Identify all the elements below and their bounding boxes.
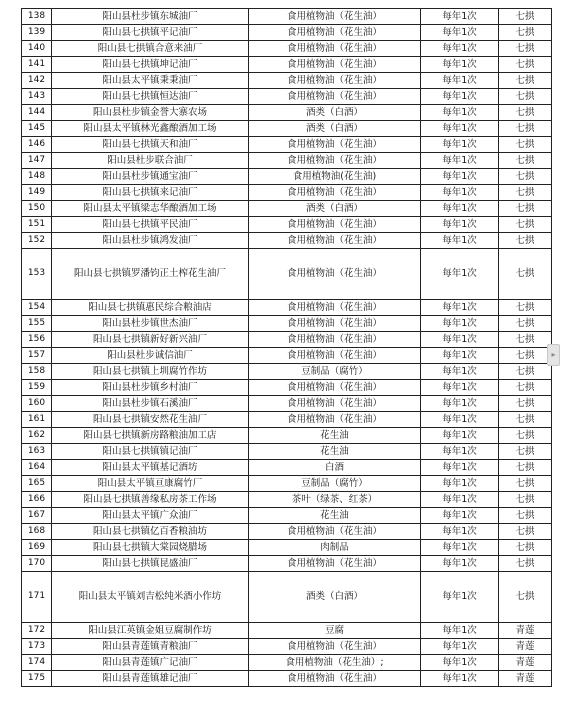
unit-name: 阳山县七拱镇坤记油厂 [52, 57, 249, 73]
table-row [22, 412, 552, 428]
inspection-frequency: 每年1次 [421, 671, 499, 687]
inspection-frequency: 每年1次 [421, 364, 499, 380]
table-row [22, 9, 552, 25]
unit-name: 阳山县七拱镇惠民综合粮油店 [52, 300, 249, 316]
row-number: 156 [22, 332, 52, 348]
row-number: 153 [22, 249, 52, 300]
inspection-frequency: 每年1次 [421, 623, 499, 639]
table-row [22, 25, 552, 41]
table-row [22, 540, 552, 556]
unit-name: 阳山县七拱镇合意来油厂 [52, 41, 249, 57]
table-row [22, 380, 552, 396]
unit-name: 阳山县杜步镇东城油厂 [52, 9, 249, 25]
town-name: 七拱 [499, 217, 552, 233]
inspection-frequency: 每年1次 [421, 508, 499, 524]
product-category: 食用植物油（花生油） [249, 671, 421, 687]
unit-name: 阳山县杜步诚信油厂 [52, 348, 249, 364]
unit-name: 阳山县七拱镇上圳腐竹作坊 [52, 364, 249, 380]
product-category: 食用植物油（花生油） [249, 137, 421, 153]
inspection-frequency: 每年1次 [421, 57, 499, 73]
row-number: 162 [22, 428, 52, 444]
row-number: 155 [22, 316, 52, 332]
town-name: 七拱 [499, 508, 552, 524]
table-row [22, 572, 552, 623]
product-category: 食用植物油（花生油） [249, 89, 421, 105]
product-category: 食用植物油（花生油） [249, 25, 421, 41]
table-row [22, 233, 552, 249]
unit-name: 阳山县杜步镇通宝油厂 [52, 169, 249, 185]
town-name: 七拱 [499, 153, 552, 169]
town-name: 七拱 [499, 540, 552, 556]
table-row [22, 89, 552, 105]
table-row [22, 655, 552, 671]
product-category: 食用植物油（花生油） [249, 249, 421, 300]
product-category: 食用植物油（花生油） [249, 9, 421, 25]
product-category: 食用植物油（花生油） [249, 412, 421, 428]
row-number: 149 [22, 185, 52, 201]
inspection-frequency: 每年1次 [421, 639, 499, 655]
unit-name: 阳山县杜步联合油厂 [52, 153, 249, 169]
inspection-frequency: 每年1次 [421, 444, 499, 460]
table-row [22, 364, 552, 380]
town-name: 七拱 [499, 105, 552, 121]
unit-name: 阳山县杜步镇金誉大寨农场 [52, 105, 249, 121]
unit-name: 阳山县太平镇梁志华酿酒加工场 [52, 201, 249, 217]
unit-name: 阳山县太平镇林光鑫酿酒加工场 [52, 121, 249, 137]
row-number: 175 [22, 671, 52, 687]
row-number: 160 [22, 396, 52, 412]
row-number: 147 [22, 153, 52, 169]
inspection-frequency: 每年1次 [421, 332, 499, 348]
table-row [22, 460, 552, 476]
product-category: 肉制品 [249, 540, 421, 556]
product-category: 食用植物油（花生油） [249, 153, 421, 169]
product-category: 食用植物油（花生油） [249, 639, 421, 655]
unit-name: 阳山县杜步镇石溪油厂 [52, 396, 249, 412]
unit-name: 阳山县青莲镇雄记油厂 [52, 671, 249, 687]
table-row [22, 524, 552, 540]
row-number: 167 [22, 508, 52, 524]
town-name: 七拱 [499, 73, 552, 89]
unit-name: 阳山县青莲镇青粮油厂 [52, 639, 249, 655]
table-row [22, 300, 552, 316]
inspection-frequency: 每年1次 [421, 316, 499, 332]
row-number: 151 [22, 217, 52, 233]
table-row [22, 121, 552, 137]
table-row [22, 639, 552, 655]
town-name: 青莲 [499, 623, 552, 639]
row-number: 165 [22, 476, 52, 492]
product-category: 食用植物油（花生油）; [249, 655, 421, 671]
product-category: 食用植物油（花生油） [249, 73, 421, 89]
inspection-frequency: 每年1次 [421, 233, 499, 249]
product-category: 食用植物油(花生油) [249, 169, 421, 185]
inspection-frequency: 每年1次 [421, 300, 499, 316]
unit-name: 阳山县七拱镇新好新兴油厂 [52, 332, 249, 348]
town-name: 七拱 [499, 332, 552, 348]
row-number: 144 [22, 105, 52, 121]
product-category: 食用植物油（花生油） [249, 41, 421, 57]
inspection-frequency: 每年1次 [421, 25, 499, 41]
inspection-frequency: 每年1次 [421, 9, 499, 25]
product-category: 食用植物油（花生油） [249, 185, 421, 201]
inspection-frequency: 每年1次 [421, 396, 499, 412]
table-row [22, 185, 552, 201]
town-name: 七拱 [499, 396, 552, 412]
row-number: 157 [22, 348, 52, 364]
unit-name: 阳山县七拱镇恒达油厂 [52, 89, 249, 105]
town-name: 七拱 [499, 556, 552, 572]
inspection-frequency: 每年1次 [421, 169, 499, 185]
product-category: 酒类（白酒） [249, 105, 421, 121]
unit-name: 阳山县太平镇广众油厂 [52, 508, 249, 524]
inspection-frequency: 每年1次 [421, 524, 499, 540]
product-category: 食用植物油（花生油） [249, 348, 421, 364]
product-category: 食用植物油（花生油） [249, 57, 421, 73]
row-number: 158 [22, 364, 52, 380]
row-number: 143 [22, 89, 52, 105]
unit-name: 阳山县七拱镇平记油厂 [52, 25, 249, 41]
product-category: 豆制品（腐竹） [249, 364, 421, 380]
product-category: 豆腐 [249, 623, 421, 639]
table-row [22, 217, 552, 233]
row-number: 169 [22, 540, 52, 556]
unit-name: 阳山县七拱镇昆盛油厂 [52, 556, 249, 572]
inspection-frequency: 每年1次 [421, 73, 499, 89]
town-name: 七拱 [499, 201, 552, 217]
row-number: 163 [22, 444, 52, 460]
unit-name: 阳山县七拱镇平民油厂 [52, 217, 249, 233]
inspection-frequency: 每年1次 [421, 380, 499, 396]
row-number: 171 [22, 572, 52, 623]
product-category: 食用植物油（花生油） [249, 396, 421, 412]
product-category: 花生油 [249, 508, 421, 524]
row-number: 164 [22, 460, 52, 476]
town-name: 青莲 [499, 655, 552, 671]
row-number: 148 [22, 169, 52, 185]
product-category: 食用植物油（花生油） [249, 300, 421, 316]
unit-name: 阳山县七拱镇来记油厂 [52, 185, 249, 201]
town-name: 七拱 [499, 572, 552, 623]
inspection-frequency: 每年1次 [421, 540, 499, 556]
row-number: 145 [22, 121, 52, 137]
table-row [22, 476, 552, 492]
town-name: 七拱 [499, 137, 552, 153]
row-number: 161 [22, 412, 52, 428]
inspection-frequency: 每年1次 [421, 556, 499, 572]
row-number: 159 [22, 380, 52, 396]
table-row [22, 153, 552, 169]
town-name: 七拱 [499, 380, 552, 396]
inspection-frequency: 每年1次 [421, 249, 499, 300]
town-name: 七拱 [499, 412, 552, 428]
inspection-frequency: 每年1次 [421, 476, 499, 492]
unit-name: 阳山县七拱镇大棠园烧腊场 [52, 540, 249, 556]
unit-name: 阳山县太平镇基记酒坊 [52, 460, 249, 476]
product-category: 食用植物油（花生油） [249, 380, 421, 396]
town-name: 青莲 [499, 639, 552, 655]
town-name: 七拱 [499, 364, 552, 380]
row-number: 139 [22, 25, 52, 41]
inspection-frequency: 每年1次 [421, 492, 499, 508]
table-row [22, 316, 552, 332]
unit-name: 阳山县太平镇刘吉松纯米酒小作坊 [52, 572, 249, 623]
town-name: 七拱 [499, 169, 552, 185]
product-category: 花生油 [249, 444, 421, 460]
unit-name: 阳山县杜步镇乡村油厂 [52, 380, 249, 396]
row-number: 168 [22, 524, 52, 540]
row-number: 142 [22, 73, 52, 89]
table-row [22, 396, 552, 412]
table-row [22, 492, 552, 508]
inspection-frequency: 每年1次 [421, 572, 499, 623]
inspection-frequency: 每年1次 [421, 185, 499, 201]
table-row [22, 169, 552, 185]
inspection-frequency: 每年1次 [421, 137, 499, 153]
town-name: 七拱 [499, 460, 552, 476]
row-number: 174 [22, 655, 52, 671]
unit-name: 阳山县七拱镇天和油厂 [52, 137, 249, 153]
town-name: 七拱 [499, 300, 552, 316]
unit-name: 阳山县七拱镇安然花生油厂 [52, 412, 249, 428]
town-name: 七拱 [499, 348, 552, 364]
side-scroll-handle[interactable] [547, 344, 560, 366]
table-row [22, 348, 552, 364]
unit-name: 阳山县江英镇金姐豆腐制作坊 [52, 623, 249, 639]
table-body [22, 9, 552, 687]
inspection-frequency: 每年1次 [421, 105, 499, 121]
inspection-table [21, 8, 552, 687]
product-category: 食用植物油（花生油） [249, 217, 421, 233]
inspection-frequency: 每年1次 [421, 428, 499, 444]
inspection-frequency: 每年1次 [421, 153, 499, 169]
table-row [22, 428, 552, 444]
unit-name: 阳山县太平镇秉秉油厂 [52, 73, 249, 89]
inspection-frequency: 每年1次 [421, 201, 499, 217]
town-name: 七拱 [499, 41, 552, 57]
unit-name: 阳山县七拱镇亿百香粮油坊 [52, 524, 249, 540]
table-row [22, 57, 552, 73]
town-name: 七拱 [499, 428, 552, 444]
row-number: 154 [22, 300, 52, 316]
table-row [22, 41, 552, 57]
table-row [22, 332, 552, 348]
row-number: 140 [22, 41, 52, 57]
row-number: 141 [22, 57, 52, 73]
product-category: 食用植物油（花生油） [249, 524, 421, 540]
product-category: 花生油 [249, 428, 421, 444]
town-name: 七拱 [499, 316, 552, 332]
inspection-frequency: 每年1次 [421, 348, 499, 364]
town-name: 七拱 [499, 233, 552, 249]
product-category: 食用植物油（花生油） [249, 233, 421, 249]
unit-name: 阳山县杜步镇世杰油厂 [52, 316, 249, 332]
town-name: 青莲 [499, 671, 552, 687]
product-category: 豆制品（腐竹） [249, 476, 421, 492]
row-number: 150 [22, 201, 52, 217]
table-row [22, 73, 552, 89]
row-number: 152 [22, 233, 52, 249]
town-name: 七拱 [499, 444, 552, 460]
product-category: 白酒 [249, 460, 421, 476]
row-number: 146 [22, 137, 52, 153]
unit-name: 阳山县青莲镇广记油厂 [52, 655, 249, 671]
town-name: 七拱 [499, 89, 552, 105]
inspection-frequency: 每年1次 [421, 217, 499, 233]
town-name: 七拱 [499, 25, 552, 41]
product-category: 酒类（白酒） [249, 201, 421, 217]
table-row [22, 105, 552, 121]
town-name: 七拱 [499, 57, 552, 73]
table-row [22, 137, 552, 153]
product-category: 食用植物油（花生油） [249, 332, 421, 348]
inspection-frequency: 每年1次 [421, 460, 499, 476]
unit-name: 阳山县七拱镇罗潘钧正土榨花生油厂 [52, 249, 249, 300]
table-row [22, 671, 552, 687]
inspection-frequency: 每年1次 [421, 412, 499, 428]
unit-name: 阳山县七拱镇善缘私房茶工作场 [52, 492, 249, 508]
town-name: 七拱 [499, 9, 552, 25]
unit-name: 阳山县太平镇亘康腐竹厂 [52, 476, 249, 492]
table-row [22, 508, 552, 524]
product-category: 酒类（白酒） [249, 121, 421, 137]
product-category: 食用植物油（花生油） [249, 316, 421, 332]
product-category: 酒类（白酒） [249, 572, 421, 623]
row-number: 170 [22, 556, 52, 572]
row-number: 166 [22, 492, 52, 508]
table-row [22, 444, 552, 460]
table-row [22, 201, 552, 217]
town-name: 七拱 [499, 185, 552, 201]
town-name: 七拱 [499, 249, 552, 300]
table-row [22, 249, 552, 300]
unit-name: 阳山县七拱镇镇记油厂 [52, 444, 249, 460]
town-name: 七拱 [499, 476, 552, 492]
chevron-right-icon: ▸ [551, 350, 556, 359]
row-number: 173 [22, 639, 52, 655]
table-row [22, 623, 552, 639]
town-name: 七拱 [499, 524, 552, 540]
row-number: 138 [22, 9, 52, 25]
row-number: 172 [22, 623, 52, 639]
product-category: 茶叶（绿茶、红茶） [249, 492, 421, 508]
unit-name: 阳山县杜步镇鸿发油厂 [52, 233, 249, 249]
town-name: 七拱 [499, 492, 552, 508]
inspection-frequency: 每年1次 [421, 121, 499, 137]
product-category: 食用植物油（花生油） [249, 556, 421, 572]
inspection-frequency: 每年1次 [421, 655, 499, 671]
unit-name: 阳山县七拱镇新房路粮油加工店 [52, 428, 249, 444]
town-name: 七拱 [499, 121, 552, 137]
inspection-frequency: 每年1次 [421, 41, 499, 57]
table-row [22, 556, 552, 572]
inspection-frequency: 每年1次 [421, 89, 499, 105]
